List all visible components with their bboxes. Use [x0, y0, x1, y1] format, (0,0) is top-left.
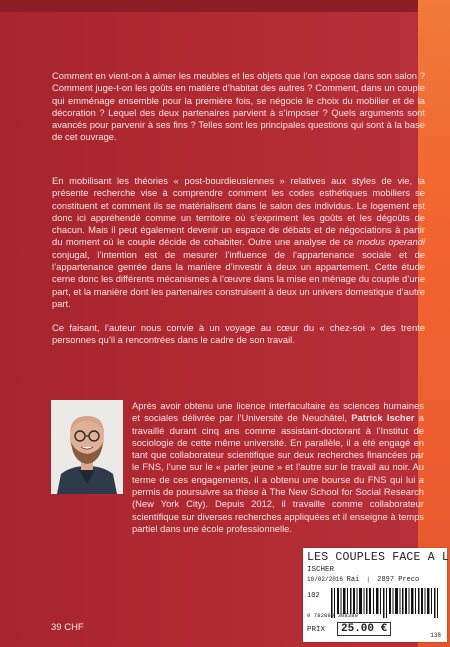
sticker-prix-label: PRIX [307, 626, 326, 634]
author-bio [132, 400, 424, 535]
author-name: Patrick Ischer [351, 412, 415, 424]
sticker-ref: 2897 Preco [377, 576, 420, 584]
sticker-code: 102 [307, 592, 320, 600]
cover-price: 39 CHF [51, 622, 84, 633]
sticker-store: Rai [346, 576, 360, 584]
sticker-number: 138 [430, 632, 441, 639]
bio-part-a: Après avoir obtenu une licence interfacultaire ès sciences humaines et sociales délivrée par l’Université de Neuchâtel, [132, 400, 424, 424]
body-paragraph [52, 175, 425, 310]
sticker-title: LES COUPLES FACE A L [307, 551, 450, 564]
author-photo [51, 400, 123, 494]
paragraph-2-emphasis: modus operandi [356, 236, 425, 248]
closing-paragraph [52, 322, 425, 347]
sticker-author: ISCHER [307, 566, 335, 574]
paragraph-2-part-a: En mobilisant les théories « post-bourdieusiennes » relatives aux styles de vie, la présente recherche vise à comprendre comment les codes esthétiques mobiliers se constituent et comment ils se matérialisent dans le salon des individus. Le logement est donc ici appréhendé comme un territoire où s’expriment les goûts et les dégoûts de chacun. Mais il peut également devenir un espace de débats et de négociations à partir du moment où le couple décide de cohabiter. Outre une analyse de ce [52, 175, 425, 248]
paragraph-2-part-b: conjugal, l’intention est de mesurer l’influence de l’appartenance sociale et de l’appartenance genrée dans la manière d’investir à deux un appartement. Cette étude cerne donc les différents mécanismes à l’œuvre dans la mise en ménage du couple d’une part, et la manière dont les partenaires construisent à deux un univers domestique d’autre part. [52, 248, 425, 309]
sticker-date: 10/02/2016 [307, 576, 344, 583]
author-portrait-image [51, 400, 123, 494]
paragraph-2 [52, 175, 425, 310]
intro-paragraph [52, 70, 425, 144]
top-band [0, 0, 450, 12]
sticker-info-row: 10/02/2016 Rai | 2897 Preco [307, 576, 420, 584]
paragraph-1: Comment en vient-on à aimer les meubles et les objets que l’on expose dans son salon ? Comment juge-t-on les goûts en matière d’habitat des autres ? Comment, dans un couple qui emménage ensemble pour la première fois, se négocie le choix du mobilier et de la décoration ? Lequel des deux partenaires parvient à s’imposer ? Quels arguments sont avancés pour parvenir à ses fins ? Telles sont les principales questions qui sont à la base de cet ouvrage. [52, 70, 425, 143]
paragraph-3: Ce faisant, l’auteur nous convie à un voyage au cœur du « chez-soi » des trente personnes qu’il a rencontrées dans le cadre de son travail. [52, 322, 425, 346]
sticker-price-amount: 25.00 € [337, 622, 391, 636]
sticker-ean: 9 782889 308389 [307, 612, 359, 619]
price-sticker [303, 548, 450, 642]
bio-part-b: a travaillé durant cinq ans comme assistant-doctorant à l’Institut de sociologie de cette même université. En parallèle, il a été engagé en tant que collaborateur scientifique sur deux recherches financées par le FNS, l’une sur le « parler jeune » et l’autre sur le travail au noir. Au terme de ces engagements, il a obtenu une bourse du FNS qui lui a permis de poursuivre sa thèse à The New School for Social Research (New York City). Depuis 2012, il travaille comme collaborateur scientifique sur diverses recherches appliquées et il enseigne à temps partiel dans une école professionnelle. [132, 412, 424, 534]
